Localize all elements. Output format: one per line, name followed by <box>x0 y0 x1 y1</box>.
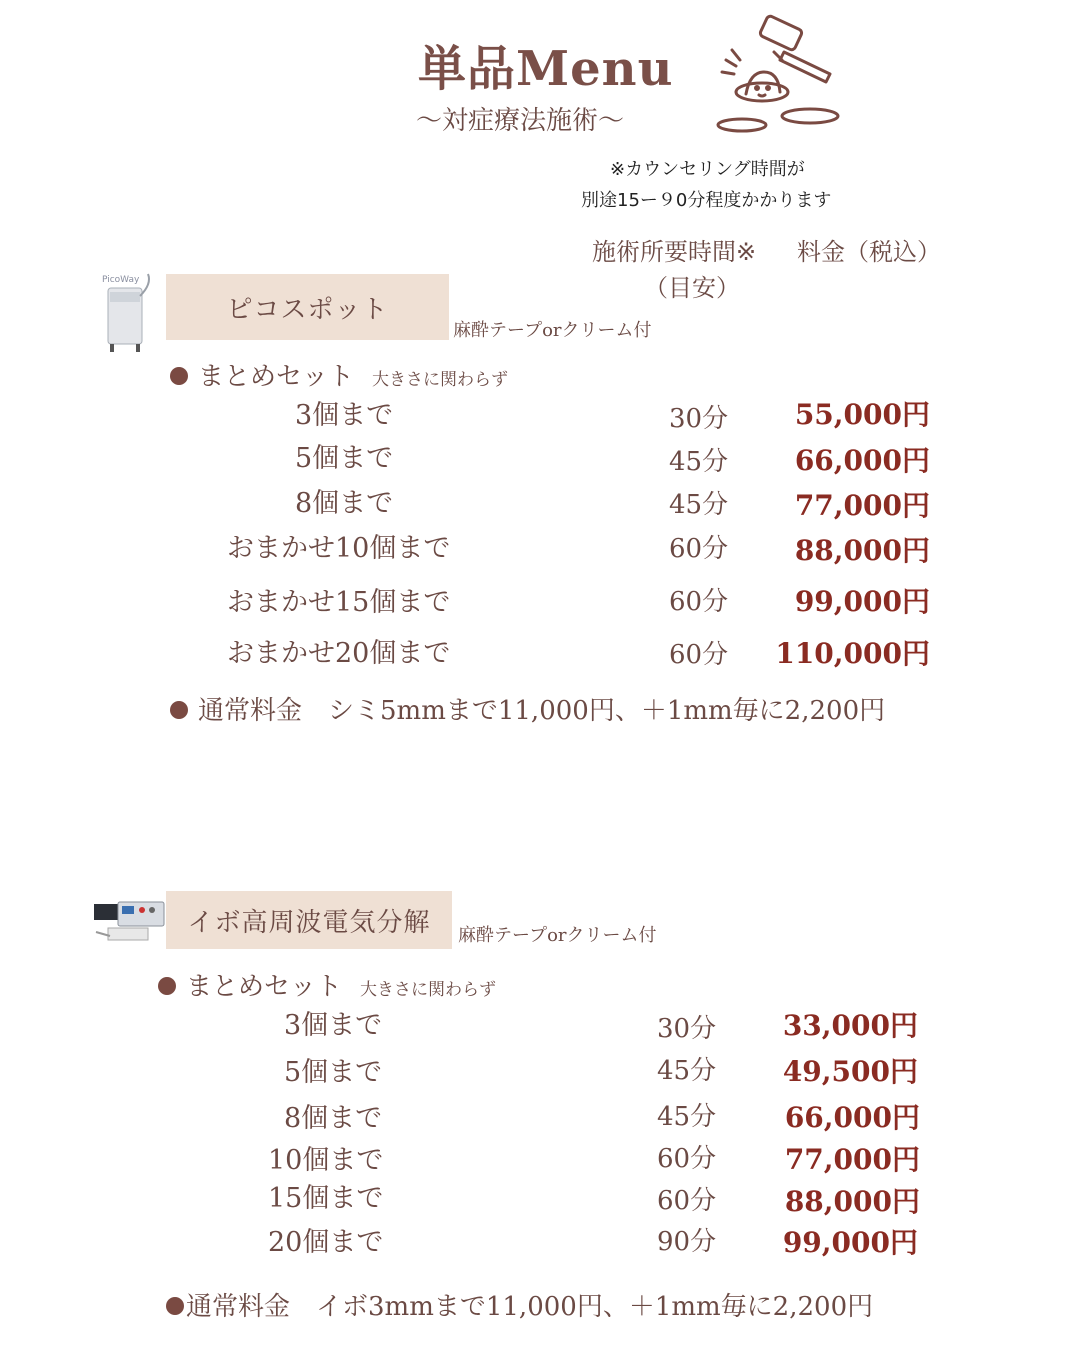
row-label: 5個まで <box>295 443 394 474</box>
row-time: 45分 <box>669 447 729 477</box>
row-price: 110,000円 <box>775 637 930 670</box>
row-time: 30分 <box>669 404 729 434</box>
gavel-icon <box>712 12 842 137</box>
row-time: 60分 <box>657 1186 717 1216</box>
row-label: 5個まで <box>284 1057 383 1088</box>
row-price: 77,000円 <box>784 1143 920 1176</box>
set-heading: まとめセット 大きさに関わらず <box>158 966 496 1003</box>
row-label: 15個まで <box>268 1183 384 1214</box>
row-label: おまかせ20個まで <box>227 638 451 669</box>
bullet-icon <box>166 1297 184 1315</box>
row-time: 30分 <box>657 1014 717 1044</box>
counseling-note-2: 別途15ー９0分程度かかります <box>581 190 832 211</box>
row-label: おまかせ15個まで <box>227 587 451 618</box>
row-price: 66,000円 <box>794 444 930 477</box>
row-time: 45分 <box>657 1102 717 1132</box>
section-title-wart <box>166 891 452 949</box>
device-brand-label: PicoWay <box>102 275 140 285</box>
row-price: 99,000円 <box>782 1226 918 1259</box>
bullet-icon <box>158 977 176 995</box>
electrosurgery-device-icon <box>90 896 170 946</box>
row-price: 99,000円 <box>794 585 930 618</box>
row-price: 33,000円 <box>782 1009 918 1042</box>
section-title-text: イボ高周波電気分解 <box>187 907 431 938</box>
laser-device-icon <box>96 266 156 356</box>
row-price: 66,000円 <box>784 1101 920 1134</box>
col-time-subheader: （目安） <box>644 274 740 302</box>
row-time: 90分 <box>657 1227 717 1257</box>
page-subtitle: 〜対症療法施術〜 <box>416 106 625 136</box>
row-label: 20個まで <box>268 1227 384 1258</box>
row-label: 8個まで <box>295 488 394 519</box>
row-price: 49,500円 <box>782 1055 918 1088</box>
row-price: 55,000円 <box>794 398 930 431</box>
row-time: 60分 <box>669 640 729 670</box>
anesthesia-note: 麻酔テープorクリーム付 <box>458 925 657 946</box>
row-label: おまかせ10個まで <box>227 533 451 564</box>
counseling-note-1: ※カウンセリング時間が <box>610 159 805 180</box>
anesthesia-note: 麻酔テープorクリーム付 <box>453 320 652 341</box>
normal-price-note: 通常料金 シミ5mmまで11,000円、＋1mm毎に2,200円 <box>170 690 885 727</box>
row-time: 60分 <box>657 1144 717 1174</box>
row-label: 10個まで <box>268 1145 384 1176</box>
row-price: 88,000円 <box>784 1185 920 1218</box>
row-label: 3個まで <box>284 1010 383 1041</box>
bullet-icon <box>170 701 188 719</box>
page-title: 単品Menu <box>418 41 674 97</box>
row-time: 45分 <box>657 1056 717 1086</box>
bullet-icon <box>170 367 188 385</box>
row-time: 45分 <box>669 490 729 520</box>
col-price-header: 料金（税込） <box>797 238 941 266</box>
section-title-text: ピコスポット <box>226 294 389 325</box>
section-title-picospot <box>166 274 449 340</box>
normal-price-note: 通常料金 イボ3mmまで11,000円、＋1mm毎に2,200円 <box>166 1286 873 1323</box>
row-price: 88,000円 <box>794 534 930 567</box>
row-time: 60分 <box>669 587 729 617</box>
row-time: 60分 <box>669 534 729 564</box>
col-time-header: 施術所要時間※ <box>592 238 757 266</box>
row-label: 8個まで <box>284 1103 383 1134</box>
set-heading: まとめセット 大きさに関わらず <box>170 356 508 393</box>
row-price: 77,000円 <box>794 489 930 522</box>
row-label: 3個まで <box>295 400 394 431</box>
